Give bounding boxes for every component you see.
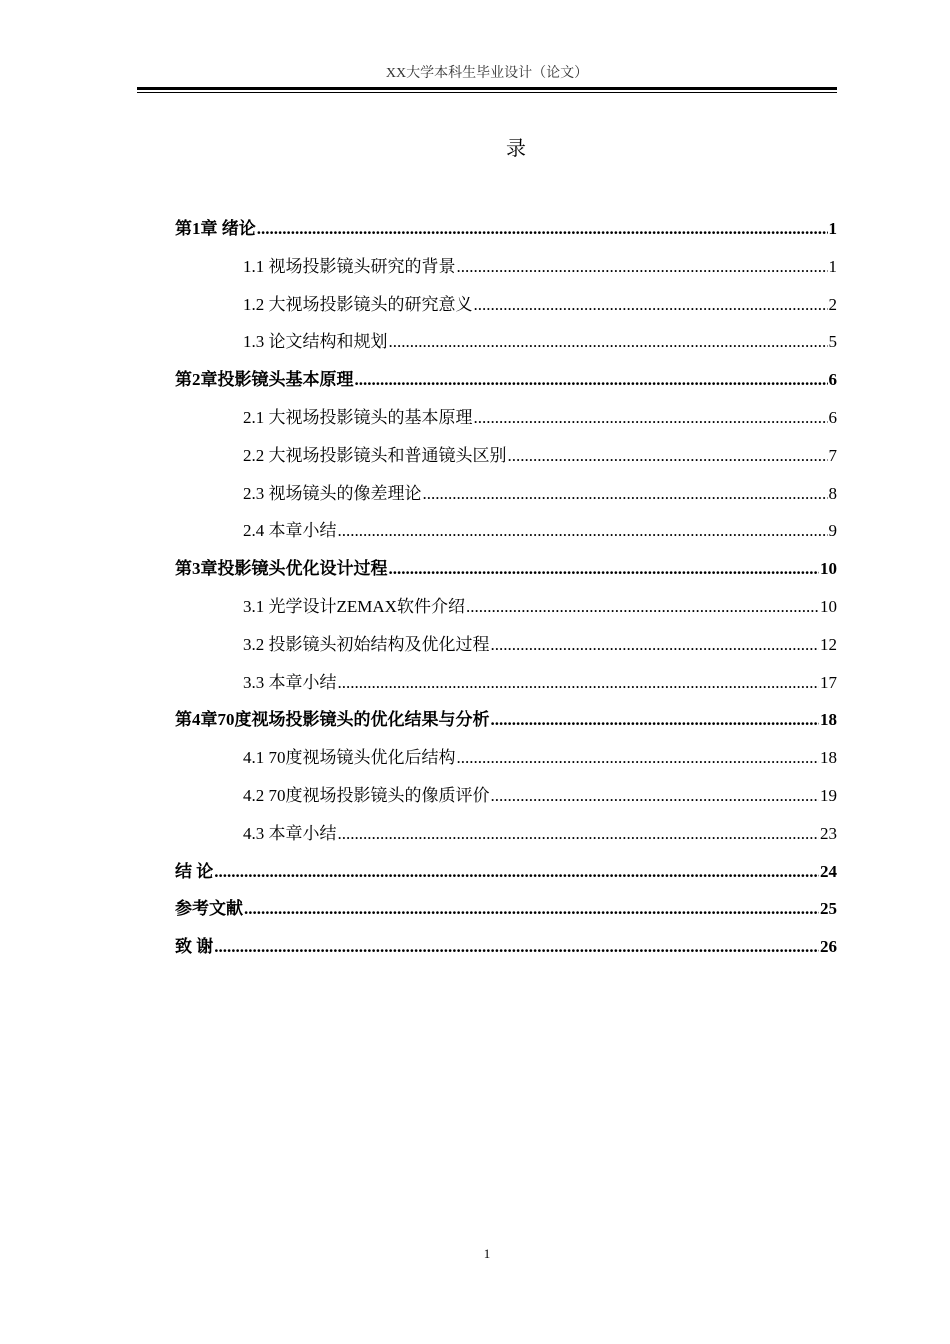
toc-dot-leader [508, 440, 828, 472]
toc-entry-label: 3.2 投影镜头初始结构及优化过程 [243, 634, 490, 654]
toc-dot-leader [389, 326, 828, 358]
toc-entry-page: 8 [828, 483, 837, 503]
page-header: XX大学本科生毕业设计（论文） [385, 66, 589, 81]
toc-section-entry[interactable] [175, 667, 837, 705]
toc-dot-leader [389, 553, 820, 585]
table-of-contents [175, 213, 837, 969]
toc-entry-page: 1 [828, 256, 837, 276]
toc-dot-leader [423, 478, 828, 510]
toc-dot-leader [491, 704, 820, 736]
toc-entry-label: 参考文献 [175, 899, 243, 919]
toc-entry-label: 第3章投影镜头优化设计过程 [175, 559, 388, 579]
toc-dot-leader [474, 402, 828, 434]
header-rule-thick [137, 87, 837, 90]
toc-section-entry[interactable] [175, 402, 837, 440]
toc-entry-label: 2.2 大视场投影镜头和普通镜头区别 [243, 445, 507, 465]
toc-dot-leader [257, 213, 828, 245]
toc-dot-leader [491, 780, 820, 812]
toc-entry-page: 18 [820, 710, 837, 730]
toc-entry-label: 第4章70度视场投影镜头的优化结果与分析 [175, 710, 490, 730]
toc-entry-label: 致 谢 [175, 937, 214, 957]
toc-entry-label: 1.2 大视场投影镜头的研究意义 [243, 294, 473, 314]
toc-entry-page: 1 [828, 219, 837, 238]
toc-dot-leader [491, 629, 820, 661]
toc-dot-leader [457, 251, 828, 283]
toc-entry-page: 25 [820, 899, 837, 919]
toc-section-entry[interactable] [175, 251, 837, 289]
toc-entry-page: 6 [828, 370, 837, 390]
toc-entry-page: 23 [820, 823, 837, 843]
toc-chapter-entry[interactable] [175, 364, 837, 402]
toc-entry-page: 10 [820, 596, 837, 616]
toc-entry-page: 12 [820, 634, 837, 654]
toc-entry-label: 3.1 光学设计ZEMAX软件介绍 [243, 596, 465, 616]
toc-entry-page: 2 [828, 294, 837, 314]
toc-section-entry[interactable] [175, 818, 837, 856]
toc-dot-leader [355, 364, 828, 396]
toc-entry-page: 10 [820, 559, 837, 579]
toc-chapter-entry[interactable] [175, 856, 837, 894]
toc-dot-leader [338, 667, 820, 699]
toc-section-entry[interactable] [175, 629, 837, 667]
toc-entry-page: 19 [820, 785, 837, 805]
toc-entry-label: 2.1 大视场投影镜头的基本原理 [243, 407, 473, 427]
toc-dot-leader [474, 289, 828, 321]
toc-entry-label: 2.4 本章小结 [243, 521, 337, 541]
toc-entry-page: 5 [828, 332, 837, 352]
toc-chapter-entry[interactable] [175, 553, 837, 591]
toc-chapter-entry[interactable] [175, 893, 837, 931]
toc-chapter-entry[interactable] [175, 931, 837, 969]
toc-entry-page: 9 [828, 521, 837, 541]
toc-dot-leader [214, 931, 819, 963]
toc-entry-page: 7 [828, 445, 837, 465]
header-rule-thin [137, 92, 837, 93]
toc-section-entry[interactable] [175, 780, 837, 818]
page-number: 1 [483, 1246, 491, 1261]
toc-entry-page: 26 [820, 937, 837, 957]
toc-entry-label: 3.3 本章小结 [243, 672, 337, 692]
toc-chapter-entry[interactable] [175, 704, 837, 742]
toc-entry-label: 4.2 70度视场投影镜头的像质评价 [243, 785, 490, 805]
toc-entry-page: 18 [820, 748, 837, 768]
toc-entry-label: 结 论 [175, 861, 214, 881]
toc-entry-label: 4.1 70度视场镜头优化后结构 [243, 748, 456, 768]
toc-section-entry[interactable] [175, 742, 837, 780]
toc-chapter-entry[interactable] [175, 213, 837, 251]
toc-section-entry[interactable] [175, 478, 837, 516]
toc-dot-leader [214, 856, 819, 888]
toc-dot-leader [244, 893, 819, 925]
toc-entry-label: 1.1 视场投影镜头研究的背景 [243, 256, 456, 276]
toc-entry-label: 2.3 视场镜头的像差理论 [243, 483, 422, 503]
toc-section-entry[interactable] [175, 591, 837, 629]
toc-entry-label: 第1章 绪论 [175, 219, 256, 238]
toc-section-entry[interactable] [175, 326, 837, 364]
toc-entry-page: 24 [820, 861, 837, 881]
toc-section-entry[interactable] [175, 440, 837, 478]
toc-title: 录 [506, 138, 526, 160]
toc-entry-label: 1.3 论文结构和规划 [243, 332, 388, 352]
toc-dot-leader [338, 818, 820, 850]
toc-dot-leader [466, 591, 819, 623]
toc-entry-page: 17 [820, 672, 837, 692]
toc-dot-leader [338, 515, 828, 547]
toc-section-entry[interactable] [175, 515, 837, 553]
toc-dot-leader [457, 742, 820, 774]
toc-section-entry[interactable] [175, 289, 837, 327]
toc-entry-page: 6 [828, 407, 837, 427]
toc-entry-label: 4.3 本章小结 [243, 823, 337, 843]
toc-entry-label: 第2章投影镜头基本原理 [175, 370, 354, 390]
